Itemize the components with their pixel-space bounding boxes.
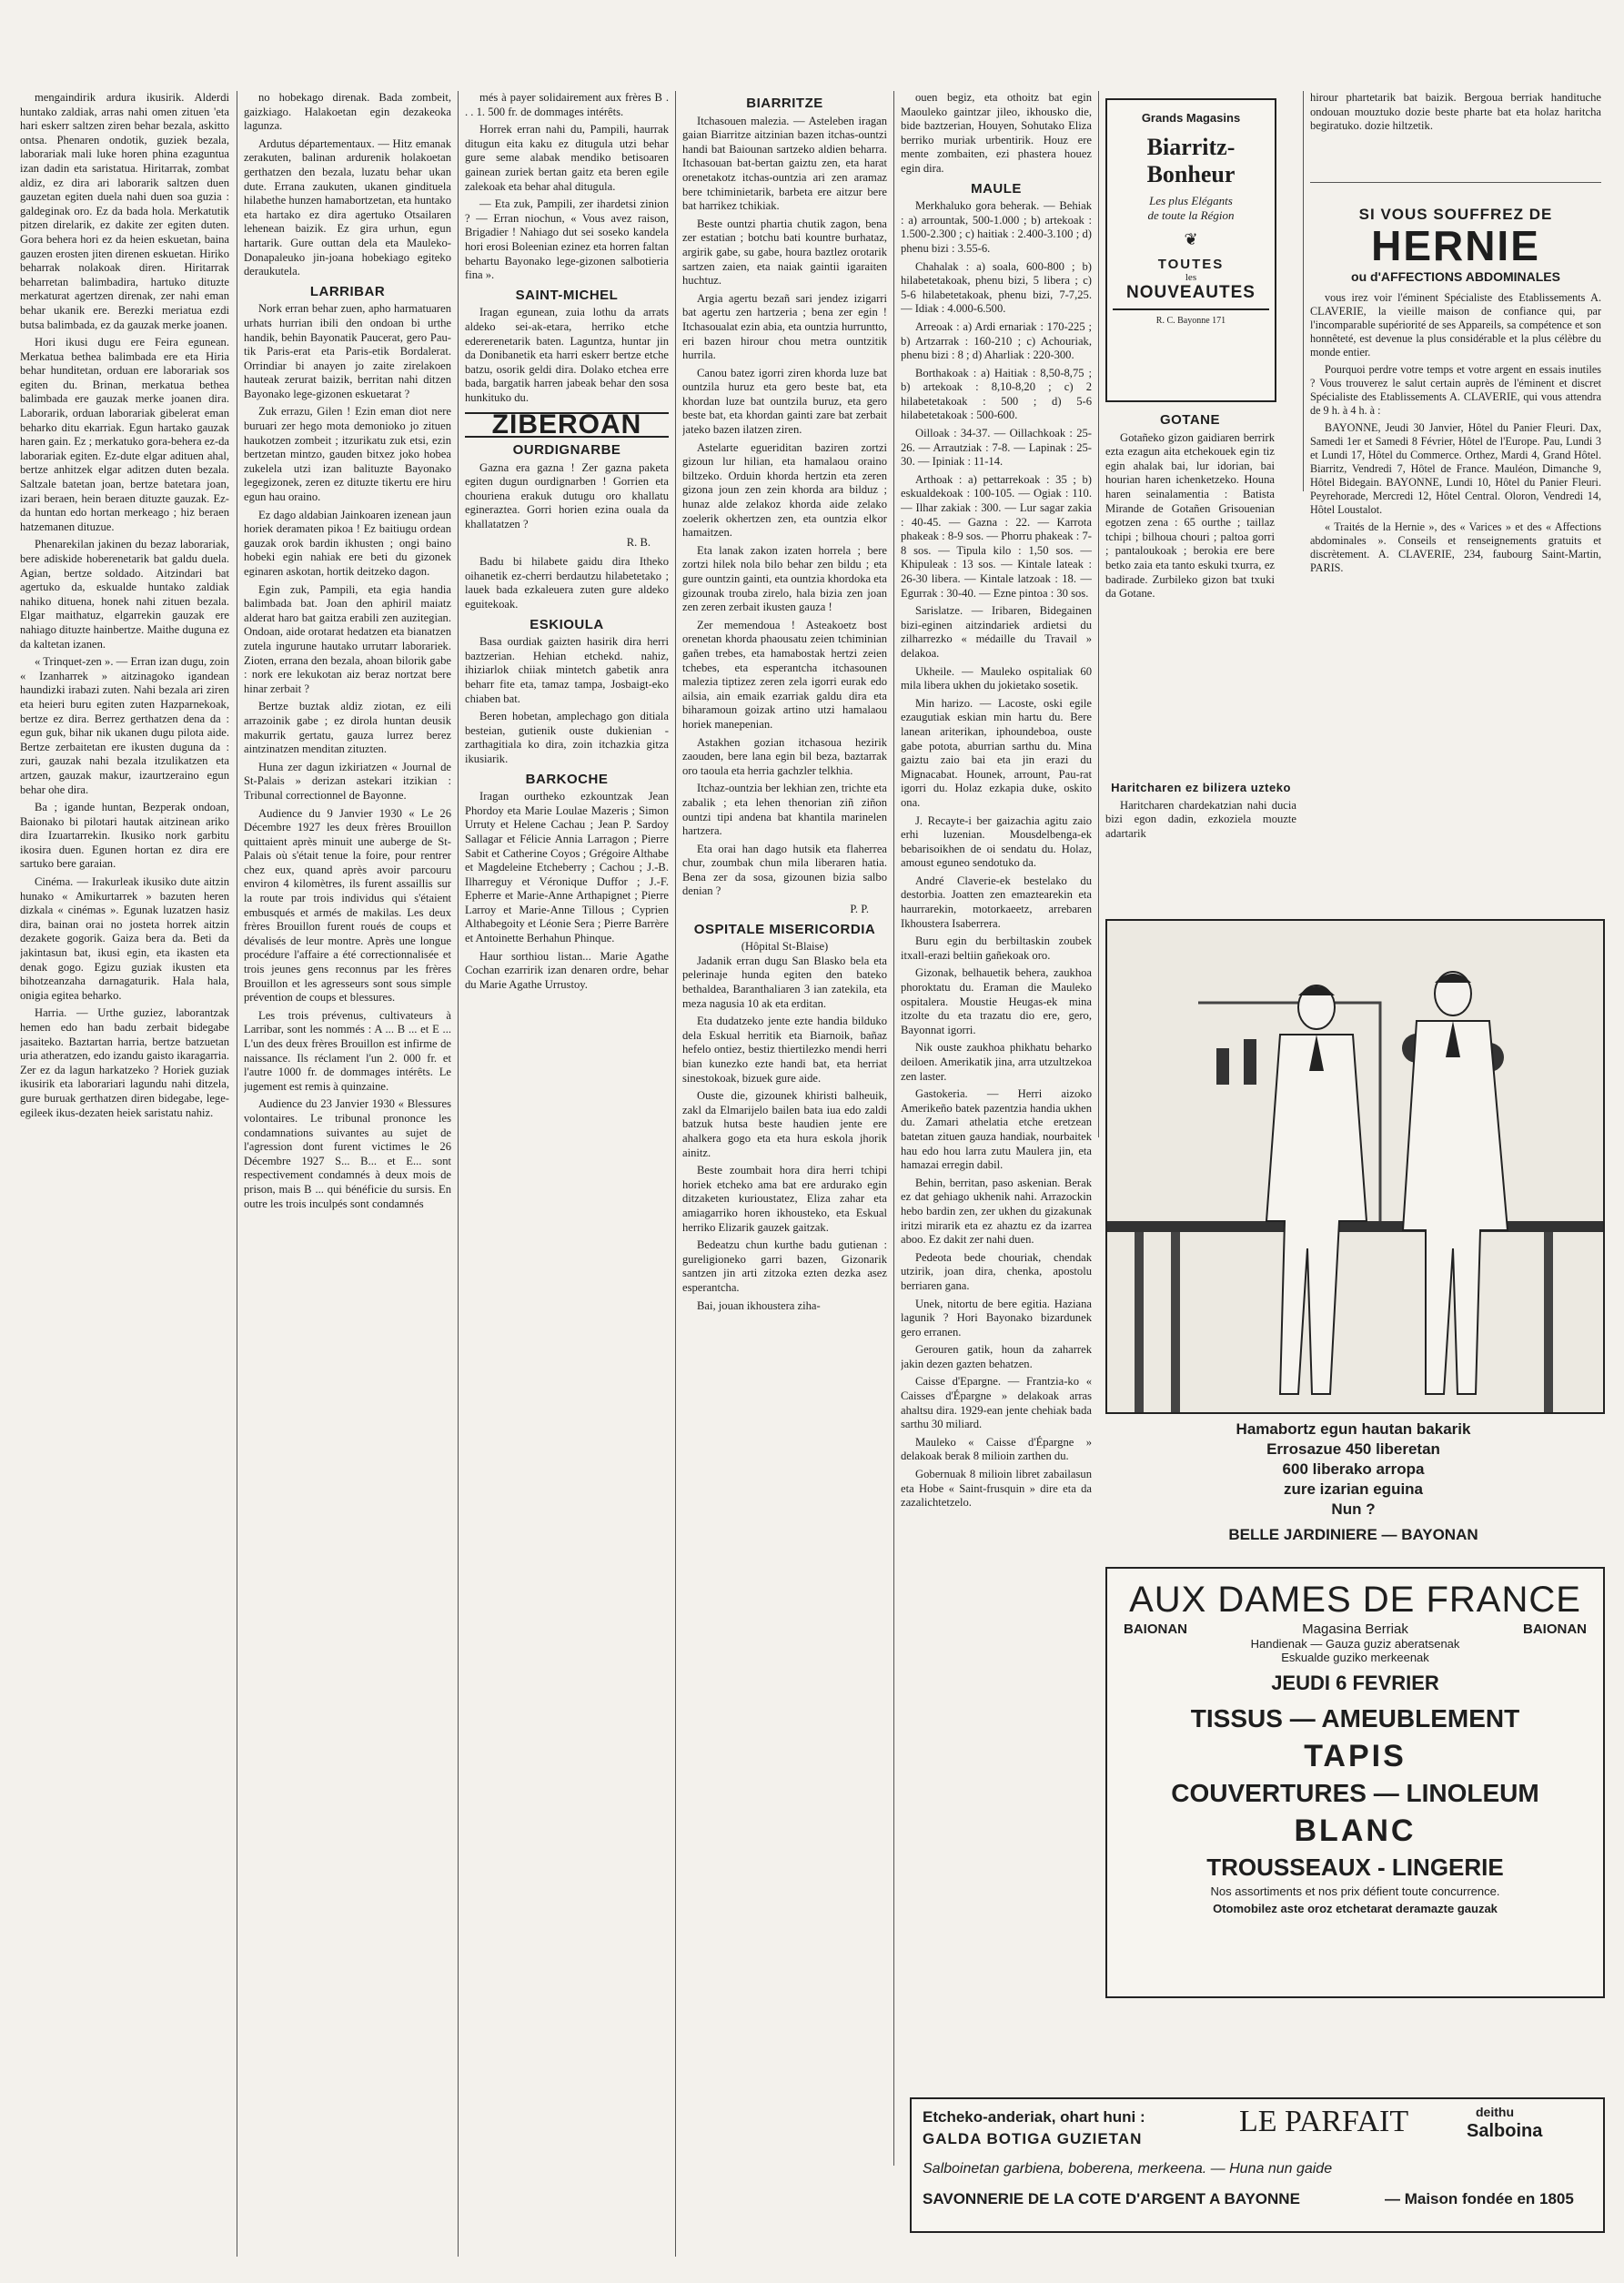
ad-dames-big4: BLANC — [1294, 1813, 1417, 1848]
ad-hernie — [1310, 207, 1601, 899]
ad-dames-big5: TROUSSEAUX - LINGERIE — [1206, 1854, 1504, 1881]
col2-paragraph: Huna zer dagun izkiriatzen « Journal de St-Palais » derizan astekari itzikian : Tribunal correctionnel de Bayonne. — [244, 760, 451, 802]
ad-biarritz-tag1: Les plus Elégants — [1149, 194, 1233, 207]
ad-hernie-p2: Pourquoi perdre votre temps et votre argent en essais inutiles ? Vous trouverez le salut certain auprès de l'éminent et discret Spécialiste des Etablissements A. CLAVERIE, qui vous attendra de 9 h. à 4 h. à : — [1310, 363, 1601, 417]
col2-paragraph: Egin zuk, Pampili, eta egia handia balimbada bat. Joan den aphiril maiatz alderat haro bat gaitza erabili zen auzitegian. Ondoan, aide orotarat hedatzen eta bianatzen zutela ingurune hautako urrutarr laborariek. Zioten, errana den bezala, ahoan bilorik gabe : nork ere lekukotan aiz beraz nortzat bere hinar zerbait ? — [244, 582, 451, 695]
col1-paragraph: Ba ; igande huntan, Bezperak ondoan, Baionako bi pilotari hautak aitzinean ariko dira Izuartarrekin. Ikusiko nork garbitu ikosira duen. Egunen hortan ez dira ere sartuko bere garaian. — [20, 801, 229, 871]
section-heading-haritcharen: Haritcharen ez bilizera uzteko — [1111, 781, 1291, 794]
col5-paragraph: Ukheile. — Mauleko ospitaliak 60 mila libera ukhen du jokietako sosetik. — [901, 664, 1092, 692]
col1-paragraph: Hori ikusi dugu ere Feira egunean. Merkatua bethea balimbada ere eta Hiria behar hunditetan, orduan ere laborariak sos egiten du. Brinan, merkatua bethea balimbada ere gauzak merke joanen dira. Laborarik, orduan laborariak gibelerat eman beharko ditu ekarriak. Egun hartako gauzak haren gain. Ez ; merkatuko gora-behera ez-da laborariak egiten. Ez-dute elgar adituen ahal, bertze anhitzek elgar aditzen duten bezala. Saltzale batetan joan, bertze batetara joan, izari beraen, hein beraen dituzte gauzak. Ez-da huntan edo hortan merkeago ; hiz beraen hatzemanen dituzue. — [20, 336, 229, 533]
col5-paragraph: Chahalak : a) soala, 600-800 ; b) hilabetetakoak, phenu bizi, 5 libera ; c) 5-6 hilabetetakoak, phenu bizi, 7-7,25. — Idiak : 4.000-6.500. — [901, 259, 1092, 316]
col5-paragraph: Gobernuak 8 milioin libret zabailasun eta Hobe « Saint-frusquin » dire eta da zazalichtetzelo. — [901, 1468, 1092, 1510]
ad-parfait-l2: GALDA BOTIGA GUZIETAN — [923, 2130, 1143, 2147]
haritcha-text: hirour phartetarik bat baizik. Bergoua berriak handituche ondouan mouztuko dozie beste pharte bat eta holaz haritcha begiratuko. dozie hiltzetik. — [1310, 91, 1601, 133]
col1-paragraph: Harria. — Urthe guziez, laborantzak hemen edo han badu zerbait bidegabe jasaiteko. Baztartan harria, bertze batzuetan uria atheratzen, edo izandu gaisto ikaragarria. Zer ez da lagun harkatzeko ? Horiek guziak ikusirik eta laborariari lagundu nahi ditzela, gure buruak gerthatzen diren bidegabe, lege-egileek ikus-dezaten heiek saristatu nahiz. — [20, 1006, 229, 1119]
col3-paragraph: Beren hobetan, amplechago gon ditiala besteian, gutienik ouste dukienian - zarthagitiala ko dira, zoin itchazkia gitza ikusiarik. — [465, 710, 669, 765]
ad-biarritz-bonheur — [1105, 98, 1276, 402]
signature: R. B. — [626, 535, 651, 549]
column-5 — [901, 91, 1092, 2075]
ad-bj-l6: BELLE JARDINIERE — BAYONAN — [1228, 1526, 1478, 1543]
col5-paragraph: Behin, berritan, paso askenian. Berak ez dat gehiago ukhenik nahi. Arrazockin hebo bardin zen, zer ukhen du gizakunak iritzi mirarik eta ez ahaztu ez da izarrea aboo. Ez dakit zer nahi duen. — [901, 1176, 1092, 1247]
ad-bj-l2: Errosazue 450 liberetan — [1266, 1440, 1440, 1458]
col4-paragraph: Bedeatzu chun kurthe badu gutienan : gureligioneko garri bazen, Gizonarik santzen jin arti zitzoka ezten dezka asez esperantcha. — [682, 1238, 887, 1294]
fleuron-icon: ❦ — [1184, 230, 1198, 248]
ad-dames-left: BAIONAN — [1124, 1621, 1187, 1637]
col4-paragraph: Beste zoumbait hora dira herri tchipi horiek etcheko ama bat ere ardurako egin ditzaketen kurioustatez, Eliza zahar eta amiagarriko horen ikhousteko, eta Eskual herriko Elizarik gauzek gaitzak. — [682, 1164, 887, 1234]
col5-intro: ouen begiz, eta othoitz bat egin Maouleko gaintzar jileo, ikhousko die, bide baztzerian, Houyen, Sohutako Eliza berriko muriak urbentirik. Houz ere mente zombaiten, ezi phastera houez egin dira. — [901, 91, 1092, 175]
col2-paragraph: Bertze buztak aldiz ziotan, ez eili arrazoinik gabe ; ez dirola huntan deusik makurrik gertatu, gauza lurrez berez aintzinatzen menditan zituzten. — [244, 700, 451, 756]
ad-parfait-l3: Salboinetan garbiena, boberena, merkeena. — Huna nun gaide — [923, 2161, 1333, 2177]
ad-bj-l1: Hamabortz egun hautan bakarik — [1236, 1420, 1471, 1438]
section-heading-gotane: GOTANE — [1159, 412, 1221, 428]
col5-paragraph: Unek, nitortu de bere egitia. Haziana lagunik ? Hori Bayonako bizardunek gero erranen. — [901, 1297, 1092, 1338]
section-heading-ziberoan: ZIBEROAN — [465, 412, 669, 438]
gotane-paragraph: Gotañeko gizon gaidiaren berrirk ezta ezagun aita etchekouek egin tiz egin ahalak bai, lur idorian, bai hourian haren ichenketzeko. Houna haren seinalamentia : Batista Mirande de Gotañen Grisouenian egotzen zena : 65 ourthe ; taillaz tchipi ; bilhoua chouri ; paltoa gorri ; pantaloukoak ; berokia ere bere betko zaia eta tanto eskuki txurra, ez badirade. Zurbileko gizon bat txuki da Gotane. — [1105, 430, 1275, 601]
col5-paragraph: André Claverie-ek bestelako du destorbia. Joatten zen emaztearekin eta haurrarekin, motorkaeetz, arrebaren Ikhoustera Isaberrera. — [901, 874, 1092, 930]
ad-belle-jardiniere — [1105, 1419, 1601, 1556]
col3-paragraph: Iragan egunean, zuia lothu da arrats aldeko sei-ak-etara, herriko etche edererenetarik baten. Laguntza, huntar jin da Donibanetik eta harri eskerr bertze etche batzu, osorik geldi dira. Dolako etchea erre bada, bargatik harren jabeak behar den sosa hunkituko du. — [465, 306, 669, 404]
col4-paragraph: Argia agertu bezañ sari jendez izigarri bat agertu zen hartzeria ; bena zer egin ! Itchasoualat ezin abia, eta ountzia hurruntto, eri bazen hirour chou metra ountzitik hurrila. — [682, 291, 887, 362]
gotane-article — [1105, 408, 1275, 763]
ad-biarritz-nouveautes: NOUVEAUTES — [1126, 283, 1256, 302]
ad-biarritz-tag2: de toute la Région — [1147, 208, 1235, 222]
col5-paragraph: Caisse d'Epargne. — Frantzia-ko « Caisses d'Épargne » delakoak arras ahaltsu dira. 1929-ean jente chehiak bada sarthu 30 miliard. — [901, 1375, 1092, 1431]
col4-paragraph: Eta lanak zakon izaten horrela ; bere zortzi hilek nola bilo behar zen bildu ; eta gure ountzin gainti, eta ountzia khordoka eta gizounak trouba zirelo, hala bizia zen joan zen zeren zerbait ikusten gauza ! — [682, 543, 887, 614]
col1-paragraph: mengaindirik ardura ikusirik. Alderdi huntako zaldiak, arras nahi omen zituen 'eta hari eskerr saltzen ziren behar bezala, askitto ontsa. Phenaren ondotik, guziek bezala, laborariak mali luke horen phina ezaguntua izan dadin eta saristatua. Hiritarrak, zombat aldiz, ez dira ari laborarik saltzen duen gauzetan egiten duela nahi duen soa guzia : galdeginak oro. Ez da bada hola. Merkatutik pitzen direlarik, ez dakite zer egiten duten. Gora behera hori ez da heien eskuetan, baina gauzen erosten jiten direnen eskuetan. Hiriko beharrak nolakoak diren. Hiritarrak beharretan balimbadira, hartuko dituzte merkaturat agertzen direnak, zer nahi eman behar ukanik ere. Berezki meriatua ezdi butsa balimbada, ez da gauzak merke joanen. — [20, 91, 229, 331]
ad-dames-small1: Nos assortiments et nos prix défient toute concurrence. — [1210, 1884, 1500, 1898]
ad-dames-mid: Magasina Berriak — [1302, 1621, 1408, 1637]
ad-dames-big1: TISSUS — AMEUBLEMENT — [1190, 1704, 1520, 1732]
men-in-suits-illustration-icon — [1107, 921, 1603, 1412]
ad-dames-l1: Handienak — Gauza guziz aberatsenak — [1250, 1637, 1460, 1651]
col5-paragraph: Nik ouste zaukhoa phikhatu beharko deiloen. Amerikatik jina, arra utzultzekoa zen laster. — [901, 1041, 1092, 1083]
col5-paragraph: Gastokeria. — Herri aizoko Amerikeño batek pazentzia handia ukhen du. Zamari athelatia etche eretzean batetan zituen gauza handiak, nourbaitek hau edo hou larra zutu Maulera jin, eta hamazai erregin dabil. — [901, 1087, 1092, 1172]
ad-biarritz-rc: R. C. Bayonne 171 — [1155, 316, 1226, 326]
ad-parfait-l1: Etcheko-anderiak, ohart huni : — [923, 2108, 1145, 2126]
col4-paragraph: Itchaz-ountzia ber lekhian zen, trichte eta zabalik ; eta lehen thenorian ziñ ziñon ountzi tipi andena bat khantila marinelen hartzera. — [682, 782, 887, 838]
col2-paragraph: Audience du 9 Janvier 1930 « Le 26 Décembre 1927 les deux frères Brouillon quittaient après minuit une auberge de St-Palais où s'était tenue la foire, pour rentrer chez eux, quand après avoir parcouru environ 4 kilomètres, ils furent assaillis sur la route par trois individus qui s'étaient embusqués et armés de makilas. Les deux frères Brouillon furent roués de coups et dévalisés de leur montre. Après une longue procédure l'affaire a été correctionnalisée et trois jeunes gens reconnus par les frères Brouillon et les agresseurs sont sous simple prévention de coups et blessures. — [244, 806, 451, 1005]
ad-bj-l3: 600 liberako arropa — [1282, 1460, 1425, 1478]
column-2 — [244, 91, 451, 2257]
col2-paragraph: Audience du 23 Janvier 1930 « Blessures volontaires. Le tribunal prononce les condamnations suivantes au sujet de l'agression dont furent victimes le 26 Décembre 1927 S... B... et E... sont respectivement condamnés à deux mois de prison, mais B ... qui bénéficie du sursis. En outre les trois inculpés sont condamnés — [244, 1097, 451, 1210]
col2-paragraph: Ardutus départementaux. — Hitz emanak zerakuten, balinan ardurenik holakoetan gerthatzen den bezala, luzatu behar ukan dute. Errana zaukuten, ukanen gindituela hilabethe hunzen hamabortzetan, eta huntako eta hartako ez dira agertuko Otsailaren lehenean baizik. Ez gira urhun, egun hartarik. Gure outtan dela eta Mauleko-Donapaleuko jin-joana hobekiago egiteko deraukutela. — [244, 136, 451, 278]
column-4 — [682, 91, 887, 2257]
col5-paragraph: Min harizo. — Lacoste, oski egile ezaugutiak eskian min hartu du. Bere lanean ariterikan, iphoundeboa, ouste gabe potota, aburrian sarthu du. Mina gaiztu zaio bai eta jin erazi du Mignacabat. Hounek, arrount, Pau-rat igorri du. Holaz ezkapia duke, oskito ona. — [901, 696, 1092, 809]
col5-paragraph: Borthakoak : a) Haitiak : 8,50-8,75 ; b) artekoak : 8,10-8,20 ; c) 2 hilabetetakoak : 500 ; d) 5-6 hilabetetakoak : 500-600. — [901, 366, 1092, 422]
ad-bj-l4: zure izarian eguina — [1283, 1480, 1424, 1498]
col5-paragraph: Gerouren gatik, houn da zaharrek jakin dezen gazten behatzen. — [901, 1343, 1092, 1370]
col3-paragraph: Haur sorthiou listan... Marie Agathe Cochan ezarririk izan denaren ordre, behar du Marie Agathe Urrustoy. — [465, 949, 669, 991]
col3-paragraph: Gazna era gazna ! Zer gazna paketa egiten dugun ourdignarben ! Gorrien eta chouriena erakuk dutugu oro khallatu egineraztea. Gorri horien ezina ouala da khallatatzen ? — [465, 460, 669, 531]
col5-paragraph: Buru egin du berbiltaskin zoubek itxall-erazi beltiin gañekoak oro. — [901, 934, 1092, 962]
section-heading-biarritze: BIARRITZE — [746, 96, 823, 111]
col4-paragraph: Itchasouen malezia. — Asteleben iragan gaian Biarritze aitzinian bazen itchas-ountzi handi bat Baiounan sartzeko aldien beharra. Itchasouan bat-bertan gaiztu zen, eta harat orenetakotz itchas-ountzia ari zen aramaz bere tchiminietarik, barbeta ere aitzur bere bat harrikez tchikiak. — [682, 114, 887, 213]
ad-dames-big2: TAPIS — [1304, 1739, 1407, 1773]
column-rule — [675, 91, 676, 2257]
col5-paragraph: J. Recayte-i ber gaizachia agitu zaio erhi luzenian. Mousdelbenga-ek bebarisoikhen de oi sendatu du. Holaz, amoust eguneo sendotuko da. — [901, 813, 1092, 870]
section-heading-maule: MAULE — [971, 180, 1022, 197]
col4-paragraph: Canou batez igorri ziren khorda luze bat ountzila huruz eta gero beste bat, eta khordan luze bat ountzila buruz, eta gero beste bat, eta khordan gainti zare bat zerbait jateko bazen ilatzen ziren. — [682, 366, 887, 437]
col1-paragraph: « Trinquet-zen ». — Erran izan dugu, zoin « Izanharrek » aitzinagoko igandean haundizki irabazi zuten. Nahi bezala ari ziren eta heieri buru egiten zuten Hazparnekoak, bertze ez dira. Berrez gerthatzen dena da : egun guk, bihar nik ukanen dugu pilota aide. Bertze zerbaitetan ere ikusten duguna da : zuri, gauzak nahi bezala itzulikatzen eta artzen, gauzak makur, izaurtzeraino egun behar ohe dira. — [20, 655, 229, 796]
col2-intro: no hobekago direnak. Bada zombeit, gaizkiago. Halakoetan egin dezakeoka lagunza. — [244, 91, 451, 133]
ad-hernie-l3: ou d'AFFECTIONS ABDOMINALES — [1351, 269, 1560, 284]
col5-paragraph: Arreoak : a) Ardi ernariak : 170-225 ; b) Artzarrak : 160-210 ; c) Achouriak, phenu bizi : 8 ; d) Aharliak : 220-300. — [901, 319, 1092, 362]
ad-dames-date: JEUDI 6 FEVRIER — [1271, 1672, 1439, 1694]
ad-le-parfait — [910, 2097, 1605, 2233]
col5-paragraph: Merkhaluko gora beherak. — Behiak : a) arrountak, 500-1.000 ; b) artekoak : 1.500-2.300 ; c) haitiak : 2.400-3.100 ; d) phenu bizi : 3.55-6. — [901, 199, 1092, 255]
ad-dames-l2: Eskualde guziko merkeenak — [1281, 1651, 1429, 1664]
col4-paragraph: Eta dudatzeko jente ezte handia bilduko dela Eskual herritik eta Biarnoik, bañaz hefelo ontiez, bestiz thiertilezko mendi herri bian kunezko ezte handi bat, eta herriat sinestokoak, bizuek gure aide. — [682, 1015, 887, 1085]
col4-paragraph: Zer memendoua ! Asteakoetz bost orenetan khorda phaousatu zeien tchiminian gañen trebes, eta hamabostak hertzi zeien tchebes, eta esperantcha itchasounen malezia tiptizez zeren zela igorri eurak edo ailsia, ain emaik ezarriak galdu dira eta biharamoun goizak artino utzi hamalaou horiek manepenian. — [682, 618, 887, 731]
ad-biarritz-name: Biarritz-Bonheur — [1146, 134, 1236, 187]
col3-intro: més à payer solidairement aux frères B . . . 1. 500 fr. de dommages intérêts. — [465, 91, 669, 118]
haritcharen-article — [1105, 775, 1296, 912]
ad-hernie-p4: « Traités de la Hernie », des « Varices » et des « Affections abdominales ». Conseils et renseignements gratuits et discrètement. A. CLAVERIE, 234, faubourg Saint-Martin, PARIS. — [1310, 520, 1601, 574]
ad-aux-dames-de-france — [1105, 1567, 1605, 1998]
haritcharen-paragraph: Haritcharen chardekatzian nahi ducia bizi egon dadin, ezkoziela mouzte adartarik — [1105, 798, 1296, 840]
ad-dames-right: BAIONAN — [1523, 1621, 1587, 1637]
col3-paragraph: — Eta zuk, Pampili, zer ihardetsi zinion ? — Erran niochun, « Vous avez raison, Brigadier ! Nahiago dut sei soseko kandela hori erosi Boleenian ezinez eta horren faltan behartu Bayonako lege-gizonen salbotieria fina ». — [465, 197, 669, 282]
ad-biarritz-toutes: TOUTES — [1157, 257, 1225, 272]
ad-biarritz-les: les — [1185, 272, 1197, 283]
col3-paragraph: Basa ourdiak gaizten hasirik dira herri baztzerian. Hehian etchekd. nahiz, ihiziarlok chiiak mintetch gabetik anra beharr fite eta, tamaz tampa, Josbaigt-eko chiaben bat. — [465, 635, 669, 705]
col5-paragraph: Mauleko « Caisse d'Épargne » delakoak berak 8 milioin zarthen du. — [901, 1435, 1092, 1463]
divider — [1310, 182, 1601, 183]
col4-paragraph: Astakhen gozian itchasoua hezirik zaouden, bere lana egin bil beza, baztarrak oro taoula eta herria gachzler telkhia. — [682, 735, 887, 777]
signature: P. P. — [850, 903, 869, 916]
col5-paragraph: Arthoak : a) pettarrekoak : 35 ; b) eskualdekoak : 100-105. — Ogiak : 110. — Ilhar zakiak : 300. — Lur sagar zakia : 40-45. — Gazna : 22. — Karrota phakeak : 8-9 sos. — Phorru phakeak : 7-8 sos. — Tipula kilo : 1,50 sos. — Khipuleak : 13 sos. — Kintale lateak : 26-30 libera. — Kintale latzoak : 18. — Egurrak : 30-40. — Ezne pintoa : 30 sos. — [901, 472, 1092, 600]
section-heading-ospitale: OSPITALE MISERICORDIA — [693, 921, 876, 937]
section-heading-barkoche: BARKOCHE — [525, 771, 609, 787]
ad-parfait-l4: SAVONNERIE DE LA COTE D'ARGENT A BAYONNE — [923, 2190, 1300, 2207]
col5-paragraph: Gizonak, belhauetik behera, zaukhoa phoroktatu du. Eraman die Mauleko ospitalera. Moustie Heugas-ek mina itzolte du eta trazatu dio ere, gero, Bayonnat igorri. — [901, 966, 1092, 1036]
section-subheading: (Hôpital St-Blaise) — [741, 940, 829, 954]
fashion-illustration — [1105, 919, 1605, 1414]
ad-bj-l5: Nun ? — [1331, 1500, 1376, 1518]
ad-dames-small2: Otomobilez aste oroz etchetarat deramazte gauzak — [1213, 1902, 1498, 1915]
col2-paragraph: Ez dago aldabian Jainkoaren izenean jaun horiek deramaten pikoa ! Ez baitiugu ordean gauzak orok bardin ikhusten ; ongi baino hobeki egin nahiak ere beti du gizonek eginaren askotan, hortik deitzeko dagon. — [244, 508, 451, 578]
column-rule — [893, 91, 894, 2166]
column-rule — [458, 91, 459, 2257]
col5-paragraph: Oilloak : 34-37. — Oillachkoak : 25-26. — Arrautziak : 7-8. — Lapinak : 25-30. — Ipiniak : 11-14. — [901, 427, 1092, 469]
section-heading-larribar: LARRIBAR — [309, 283, 386, 299]
ad-hernie-l2: HERNIE — [1371, 222, 1540, 269]
col1-paragraph: Phenarekilan jakinen du bezaz laborariak, bere adiskide hoberenetarik bat galdu duela. Agian, bertze soldado. Aitzindari bat agertuko da, eskualde huntako zaldiak nahiko dituena, honek nahi zituen bezala. Elgar maithatuz, elgarrekin gauzak ere nahiago dituzte hainbertze. Maithe duguna ez da kaltetan izanen. — [20, 538, 229, 651]
ad-parfait-l5: — Maison fondée en 1805 — [1385, 2190, 1574, 2207]
column-3 — [465, 91, 669, 2257]
col3-paragraph: Iragan ourtheko ezkountzak Jean Phordoy eta Marie Loulae Mazeris ; Simon Urruty et Helene Cachau ; Jean P. Sardoy Sallagar et Félicie Annia Larragon ; Pierre Sabit et Catherine Coyos ; Grégoire Althabe et Magdeleine Etcheberry ; Cachou ; J.-B. Ilharreguy et Véronique Duffor ; J.-F. Epherre et Marie-Anne Arthapignet ; Pierre Larroy et Marie-Anne Tillous ; Cyprien Althabegoity et Léonie Sera ; Pierre Barrère et Antoinette Berhahun Phinque. — [465, 790, 669, 945]
section-heading-ourdignarbe: OURDIGNARBE — [512, 442, 621, 459]
col1-paragraph: Cinéma. — Irakurleak ikusiko dute aitzin hunako « Amikurtarrek » bazuten heren dizkala « cinémas ». Egunak luzatzen hasiz dira, bainan orai no josteta horrek aitzin dezakete gogorik. Gaiza bera da. Beti da jakintasun bat, ikusi egin, eta ikasten eta denak gogo. Egizu guziak ikusten eta bihotzeanzaha darnagaturik. Hala hala, onigia egitea beharko. — [20, 875, 229, 1002]
ad-hernie-p1: vous irez voir l'éminent Spécialiste des Etablissements A. CLAVERIE, la vieille maison de confiance qui, par l'incomparable supériorité de ses Appareils, sa compétence et son honnêteté, est devenue la plus considérable et la plus célèbre du monde entier. — [1310, 291, 1601, 359]
col4-paragraph: Beste ountzi phartia chutik zagon, bena zer estatian ; botchu bati kountre burhataz, argirik gabe, su gabe, houra baztlez orotarik sartzen zaien, eta naiak gaintii igaraiten huchtuz. — [682, 217, 887, 288]
col4-paragraph: Eta orai han dago hutsik eta flaherrea chur, zoumbak chun mila liberaren hatia. Bena zer da sosa, gizounen bizia salbo denian ? — [682, 842, 887, 898]
ad-hernie-l1: SI VOUS SOUFFREZ DE — [1358, 207, 1553, 223]
col2-paragraph: Zuk errazu, Gilen ! Ezin eman diot nere buruari zer hego mota demonioko jo zituen haukotzen zombeit ; itzurikatu zuk etsi, ezin bertzetan mintzo, gauden bitxez joko hobea zukelela utzi izan balituzte Bayonako legegizonek, zeren ez dituzte tikertu ere hiru egun hau oraino. — [244, 405, 451, 504]
section-heading-eskioula: ESKIOULA — [530, 616, 604, 632]
ad-hernie-p3: BAYONNE, Jeudi 30 Janvier, Hôtel du Panier Fleuri. Dax, Samedi 1er et Samedi 8 Février, Hôtel de l'Europe. Pau, Lundi 3 et Lundi 17, Hôtel du Commerce. Orthez, Mardi 4, Grand Hôtel. Biarritz, Vendredi 7, Hôtel de France. Mauléon, Dimanche 9, Hôtel Bidegain. BAYONNE, Lundi 10, Hôtel du Panier Fleuri. Peyrehorade, Mercredi 12, Hôtel Central. Oloron, Vendredi 14, Hôtel Loustalot. — [1310, 421, 1601, 516]
ad-parfait-deithu: deithu — [1476, 2105, 1514, 2119]
haritcha-continuation — [1310, 91, 1601, 164]
ad-biarritz-top: Grands Magasins — [1141, 111, 1241, 125]
col4-paragraph: Jadanik erran dugu San Blasko bela eta pelerinaje hunda egiten den bateko bethaldea, Baranthaliaren 3 ian zatekila, eta meza nagusia 10 ak eta erditan. — [682, 954, 887, 1010]
ad-dames-big3: COUVERTURES — LINOLEUM — [1171, 1779, 1539, 1807]
col2-paragraph: Nork erran behar zuen, apho harmatuaren urhats hurrian ibili den ondoan bi urthe handik, behin Bayonatik Paucerat, gero Pau-tik Paris-erat eta Paris-etik Bordalerat. Orrindiar bi anayen jo zaite zirelakoen hauteak zerurat baizik, berritan nahi ditzen Bayonako lege-gizonen eskuetarat ? — [244, 302, 451, 400]
col4-paragraph: Ouste die, gizounek khiristi balheuik, zakl da Elmarijelo bailen bata iua edo zaldi batzuk hutsa beste haudien jente ere ahalkera gogo eta eta hura eskola jhorik ainitz. — [682, 1089, 887, 1159]
section-heading-saint-michel: SAINT-MICHEL — [515, 287, 619, 303]
col5-paragraph: Sarislatze. — Iribaren, Bidegainen bizi-eginen aitzindariek ardietsi du zilharrezko « médaille du Travail » delakoa. — [901, 604, 1092, 660]
ad-parfait-brand: LE PARFAIT — [1239, 2105, 1409, 2138]
col2-paragraph: Les trois prévenus, cultivateurs à Larribar, sont les nommés : A ... B ... et E ... L'un des deux frères Brouillon est infirme de naissance. Ils réclament l'un 2. 000 fr. et l'autre 1000 fr. de dommages intérêts. Le jugement est remis à quinzaine. — [244, 1008, 451, 1093]
col3-paragraph: Badu bi hilabete gaidu dira Itheko oihanetik ez-cherri berdautzu hilabetetako ; lauek bada ezkaleuera zuten gure aldeko eguitekoak. — [465, 555, 669, 611]
ad-parfait-salboina: Salboina — [1467, 2121, 1543, 2141]
column-rule — [1303, 91, 1304, 491]
ad-dames-title: AUX DAMES DE FRANCE — [1129, 1580, 1581, 1620]
col5-paragraph: Pedeota bede chouriak, chendak utzirik, joan dira, chenka, apostolu berriaren gana. — [901, 1250, 1092, 1292]
col3-paragraph: Horrek erran nahi du, Pampili, haurrak ditugun eita kaku ez ditugula utzi behar gure seme alabak mendiko betisoaren gainean zuriek bertan gaitz eta beren egile zalekoak eta behar ahal ditugula. — [465, 123, 669, 193]
column-rule — [1098, 91, 1099, 1137]
col4-paragraph: Astelarte egueriditan baziren zortzi gizoun lur hilian, eta hamalaou oraino biltzeko. Orduin khorda hertzin eta zeren gizona joun zen zein khorda ara bilduz ; hunaz alde zelakoz khorda aide zelako zoelerik okhertzen zen, eta ountzia elkor hamaitzen. — [682, 440, 887, 540]
column-1 — [20, 91, 229, 2257]
col4-paragraph: Bai, jouan ikhoustera ziha- — [697, 1298, 821, 1312]
